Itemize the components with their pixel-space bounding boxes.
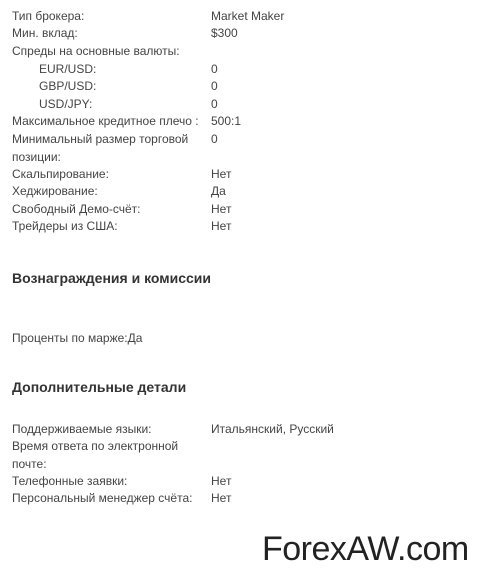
gbpusd-value: 0 [211,79,218,93]
min-position-label: Минимальный размер торговой позиции: [12,132,189,164]
hedging-value: Да [211,184,226,198]
usdjpy-value: 0 [211,97,218,111]
gbpusd-label: GBP/USD: [39,79,97,93]
email-response-label: Время ответа по электронной почте: [12,439,179,471]
eurusd-label: EUR/USD: [39,62,97,76]
leverage-label: Максимальное кредитное плечо : [12,114,199,128]
demo-account-label: Свободный Демо-счёт: [12,202,141,216]
min-position-value: 0 [211,132,218,146]
usdjpy-label: USD/JPY: [39,97,93,111]
account-manager-value: Нет [211,491,232,505]
broker-type-value: Market Maker [211,9,285,23]
account-manager-label: Персональный менеджер счёта: [12,491,193,505]
us-traders-value: Нет [211,219,232,233]
min-deposit-label: Мин. вклад: [12,26,78,40]
hedging-label: Хеджирование: [12,184,98,198]
leverage-value: 500:1 [211,114,242,128]
details-heading: Дополнительные детали [12,379,187,395]
spreads-label: Спреды на основные валюты: [12,44,180,58]
min-deposit-value: $300 [211,26,238,40]
rewards-heading: Вознаграждения и комиссии [12,270,212,286]
broker-type-label: Тип брокера: [12,9,85,23]
forexaw-watermark-logo: ForexAW.com [262,530,469,568]
demo-account-value: Нет [211,202,232,216]
us-traders-label: Трейдеры из США: [12,219,118,233]
languages-value: Итальянский, Русский [211,422,334,436]
scalping-label: Скальпирование: [12,167,109,181]
eurusd-value: 0 [211,62,218,76]
margin-interest-text: Проценты по марже:Да [12,331,143,345]
scalping-value: Нет [211,167,232,181]
languages-label: Поддерживаемые языки: [12,422,152,436]
phone-orders-label: Телефонные заявки: [12,474,128,488]
phone-orders-value: Нет [211,474,232,488]
